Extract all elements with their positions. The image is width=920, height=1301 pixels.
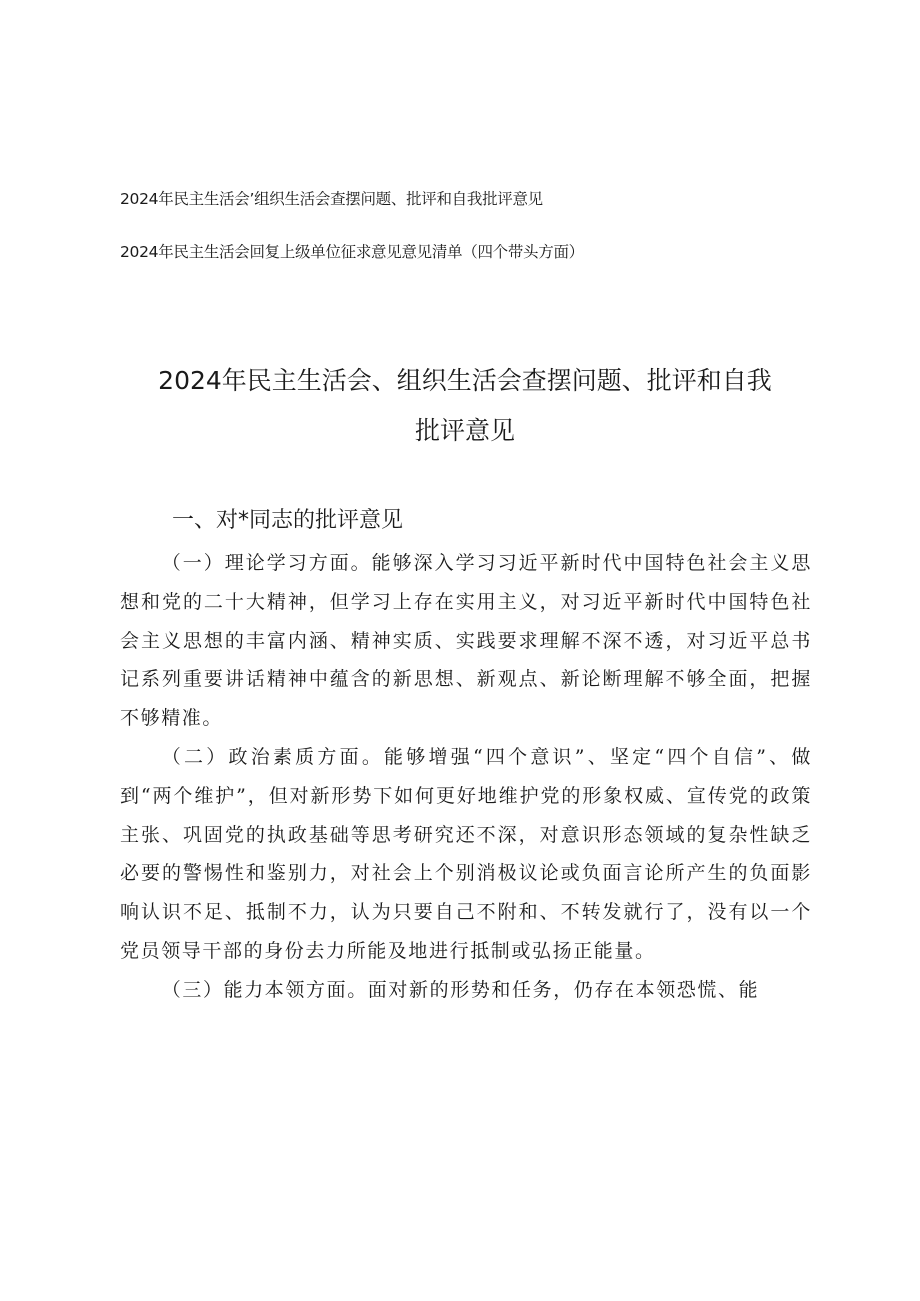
related-document-link[interactable]: 2024年民主生活会回复上级单位征求意见意见清单（四个带头方面） — [120, 243, 584, 261]
document-title — [110, 356, 820, 456]
paragraph-theory-study: （一）理论学习方面。能够深入学习习近平新时代中国特色社会主义思想和党的二十大精神，但学习上存在实用主义，对习近平新时代中国特色社会主义思想的丰富内涵、精神实质、实践要求理解不深不透，对习近平总书记系列重要讲话精神中蕴含的新思想、新观点、新论断理解不够全面，把握不够精准。 — [120, 552, 812, 730]
paragraph-ability: （三）能力本领方面。面对新的形势和任务，仍存在本领恐慌、能 — [161, 978, 760, 1001]
related-document-link[interactable]: 2024年民主生活会’组织生活会查摆问题、批评和自我批评意见 — [120, 190, 543, 208]
paragraph-political-quality: （二）政治素质方面。能够增强“四个意识”、坚定“四个自信”、做到“两个维护”，但对新形势下如何更好地维护党的形象权威、宣传党的政策主张、巩固党的执政基础等思考研究还不深，对意识形态领域的复杂性缺乏必要的警惕性和鉴别力，对社会上个别消极议论或负面言论所产生的负面影响认识不足、抵制不力，认为只要自己不附和、不转发就行了，没有以一个党员领导干部的身份去力所能及地进行抵制或弘扬正能量。 — [120, 745, 812, 962]
document-body — [120, 544, 812, 1010]
section-heading: 一、对*同志的批评意见 — [172, 508, 404, 533]
document-title-line: 批评意见 — [414, 416, 515, 445]
document-title-line: 2024年民主生活会、组织生活会查摆问题、批评和自我 — [158, 366, 772, 395]
related-documents-list — [120, 188, 820, 294]
